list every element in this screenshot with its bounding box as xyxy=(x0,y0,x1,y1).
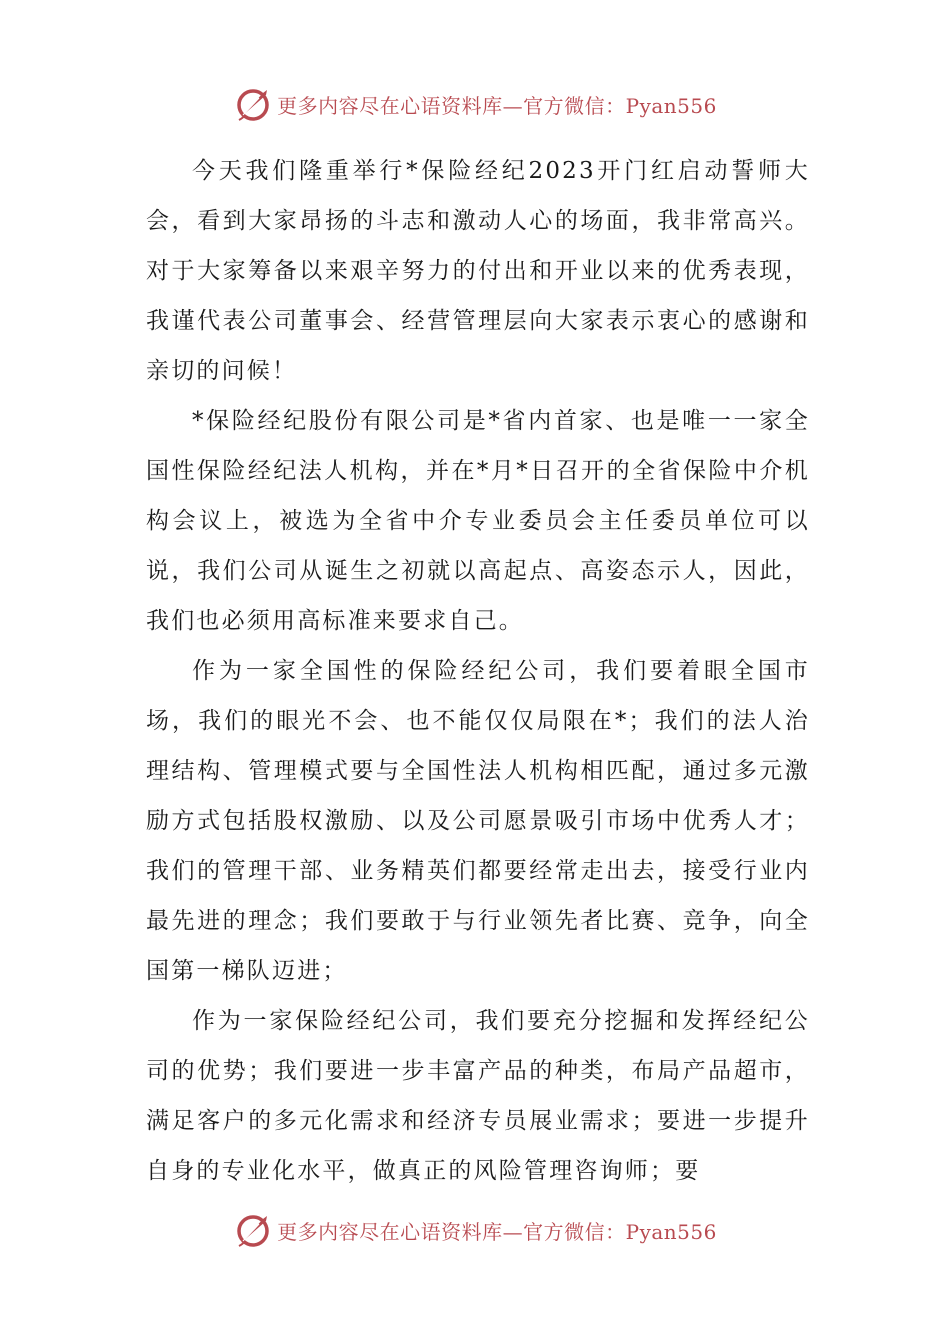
paragraph-2: *保险经纪股份有限公司是*省内首家、也是唯一一家全国性保险经纪法人机构，并在*月*日召开的全省保险中介机构会议上，被选为全省中介专业委员会主任委员单位可以说，我们公司从诞生之初就以高起点、高姿态示人，因此，我们也必须用高标准来要求自己。 xyxy=(146,408,810,634)
watermark-text: 更多内容尽在心语资料库—官方微信：Pyan556 xyxy=(277,93,717,118)
paragraph-3: 作为一家全国性的保险经纪公司，我们要着眼全国市场，我们的眼光不会、也不能仅仅局限在*；我们的法人治理结构、管理模式要与全国性法人机构相匹配，通过多元激励方式包括股权激励、以及公司愿景吸引市场中优秀人才；我们的管理干部、业务精英们都要经常走出去，接受行业内最先进的理念；我们要敢于与行业领先者比赛、竞争，向全国第一梯队迈进； xyxy=(146,658,810,984)
footer-watermark xyxy=(0,1208,950,1252)
pen-circle-logo-icon xyxy=(233,1210,273,1250)
pen-circle-logo-icon xyxy=(233,84,273,124)
watermark-text: 更多内容尽在心语资料库—官方微信：Pyan556 xyxy=(277,1219,717,1244)
document-body xyxy=(146,146,810,1196)
paragraph-4: 作为一家保险经纪公司，我们要充分挖掘和发挥经纪公司的优势；我们要进一步丰富产品的种类，布局产品超市，满足客户的多元化需求和经济专员展业需求；要进一步提升自身的专业化水平，做真正的风险管理咨询师；要 xyxy=(146,1008,810,1184)
header-watermark xyxy=(0,82,950,126)
paragraph-1: 今天我们隆重举行*保险经纪2023开门红启动誓师大会，看到大家昂扬的斗志和激动人心的场面，我非常高兴。对于大家筹备以来艰辛努力的付出和开业以来的优秀表现，我谨代表公司董事会、经营管理层向大家表示衷心的感谢和亲切的问候！ xyxy=(146,158,810,384)
